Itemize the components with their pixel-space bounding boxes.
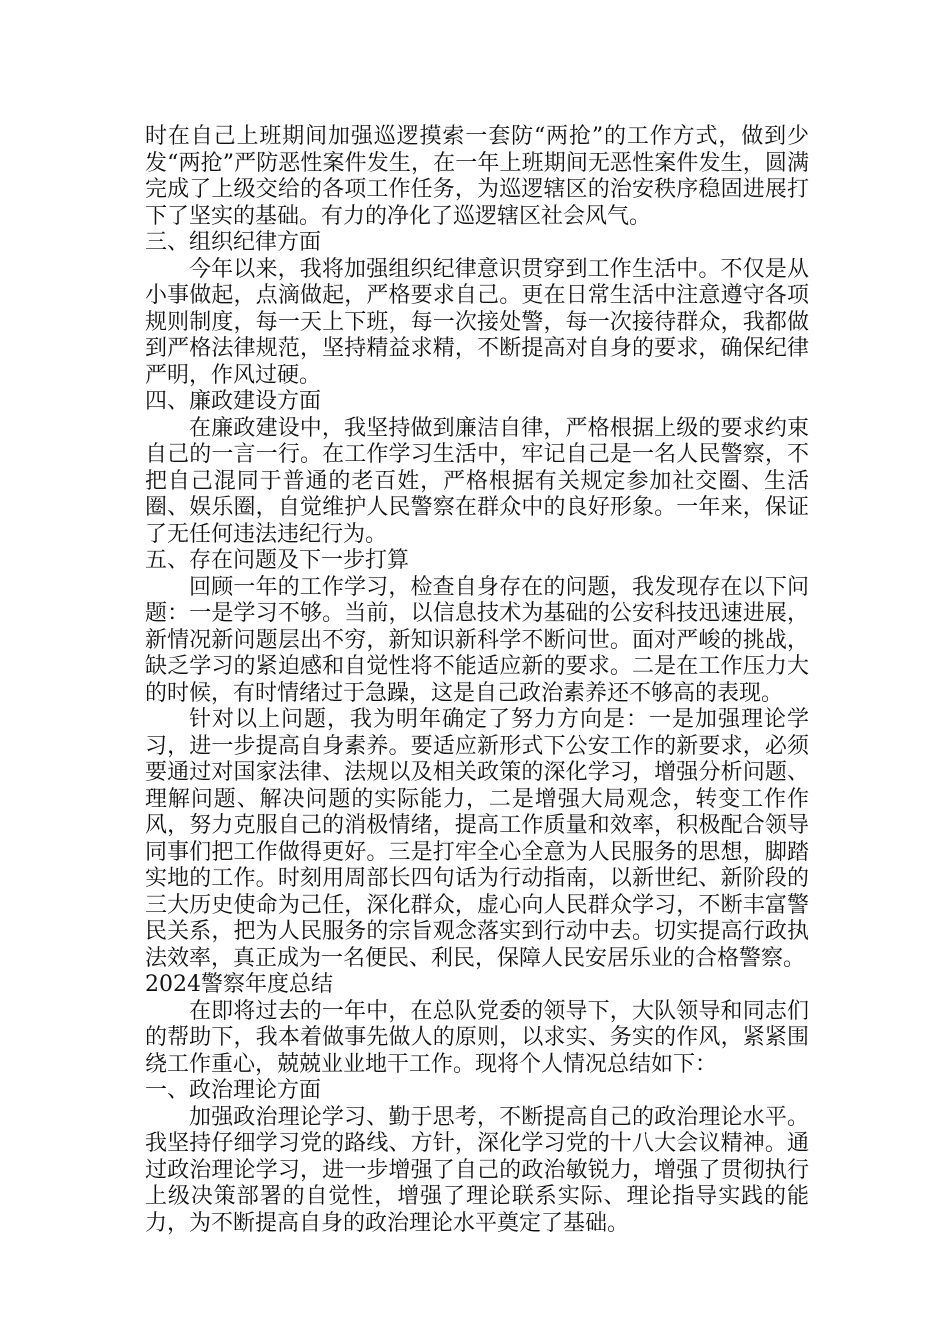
section-heading-problems-plans: 五、存在问题及下一步打算 xyxy=(145,548,410,573)
paragraph-continuation: 时在自己上班期间加强巡逻摸索一套防“两抢”的工作方式，做到少发“两抢”严防恶性案件发生，在一年上班期间无恶性案件发生，圆满完成了上级交给的各项工作任务，为巡逻辖区的治安秩序稳固进展打下了坚实的基础。有力的净化了巡逻辖区社会风气。 xyxy=(145,124,809,229)
paragraph-plans: 针对以上问题，我为明年确定了努力方向是：一是加强理论学习，进一步提高自身素养。要适应新形式下公安工作的新要求，必须要通过对国家法律、法规以及相关政策的深化学习，增强分析问题、理解问题、解决问题的实际能力，二是增强大局观念，转变工作作风，努力克服自己的消极情绪，提高工作质量和效率，积极配合领导同事们把工作做得更好。三是打牢全心全意为人民服务的思想，脚踏实地的工作。时刻用周部长四句话为行动指南，以新世纪、新阶段的三大历史使命为己任，深化群众，虚心向人民群众学习，不断丰富警民关系，把为人民服务的宗旨观念落实到行动中去。切实提高行政执法效率，真正成为一名便民、利民，保障人民安居乐业的合格警察。 xyxy=(145,707,809,971)
section-heading-political-theory: 一、政治理论方面 xyxy=(145,1078,322,1103)
paragraph-political-theory: 加强政治理论学习、勤于思考，不断提高自己的政治理论水平。我坚持仔细学习党的路线、方针，深化学习党的十八大会议精神。通过政治理论学习，进一步增强了自己的政治敏锐力，增强了贯彻执行上级决策部署的自觉性，增强了理论联系实际、理论指导实践的能力，为不断提高自身的政治理论水平奠定了基础。 xyxy=(145,1104,809,1236)
paragraph-problems: 回顾一年的工作学习，检查自身存在的问题，我发现存在以下问题：一是学习不够。当前，以信息技术为基础的公安科技迅速进展，新情况新问题层出不穷，新知识新科学不断问世。面对严峻的挑战，缺乏学习的紧迫感和自觉性将不能适应新的要求。二是在工作压力大的时候，有时情绪过于急躁，这是自己政治素养还不够高的表现。 xyxy=(145,574,809,706)
document-page xyxy=(145,124,809,1237)
paragraph-organization-discipline: 今年以来，我将加强组织纪律意识贯穿到工作生活中。不仅是从小事做起，点滴做起，严格要求自己。更在日常生活中注意遵守各项规则制度，每一天上下班，每一次接处警，每一次接待群众，我都做到严格法律规范，坚持精益求精，不断提高对自身的要求，确保纪律严明，作风过硬。 xyxy=(145,256,809,388)
paragraph-integrity: 在廉政建设中，我坚持做到廉洁自律，严格根据上级的要求约束自己的一言一行。在工作学习生活中，牢记自己是一名人民警察，不把自己混同于普通的老百姓，严格根据有关规定参加社交圈、生活圈、娱乐圈，自觉维护人民警察在群众中的良好形象。一年来，保证了无任何违法违纪行为。 xyxy=(145,415,809,547)
section-heading-integrity: 四、廉政建设方面 xyxy=(145,389,322,414)
paragraph-introduction: 在即将过去的一年中，在总队党委的领导下，大队领导和同志们的帮助下，我本着做事先做人的原则，以求实、务实的作风，紧紧围绕工作重心，兢兢业业地干工作。现将个人情况总结如下： xyxy=(145,998,809,1077)
document-subtitle: 2024警察年度总结 xyxy=(145,972,333,997)
section-heading-organization-discipline: 三、组织纪律方面 xyxy=(145,230,322,255)
